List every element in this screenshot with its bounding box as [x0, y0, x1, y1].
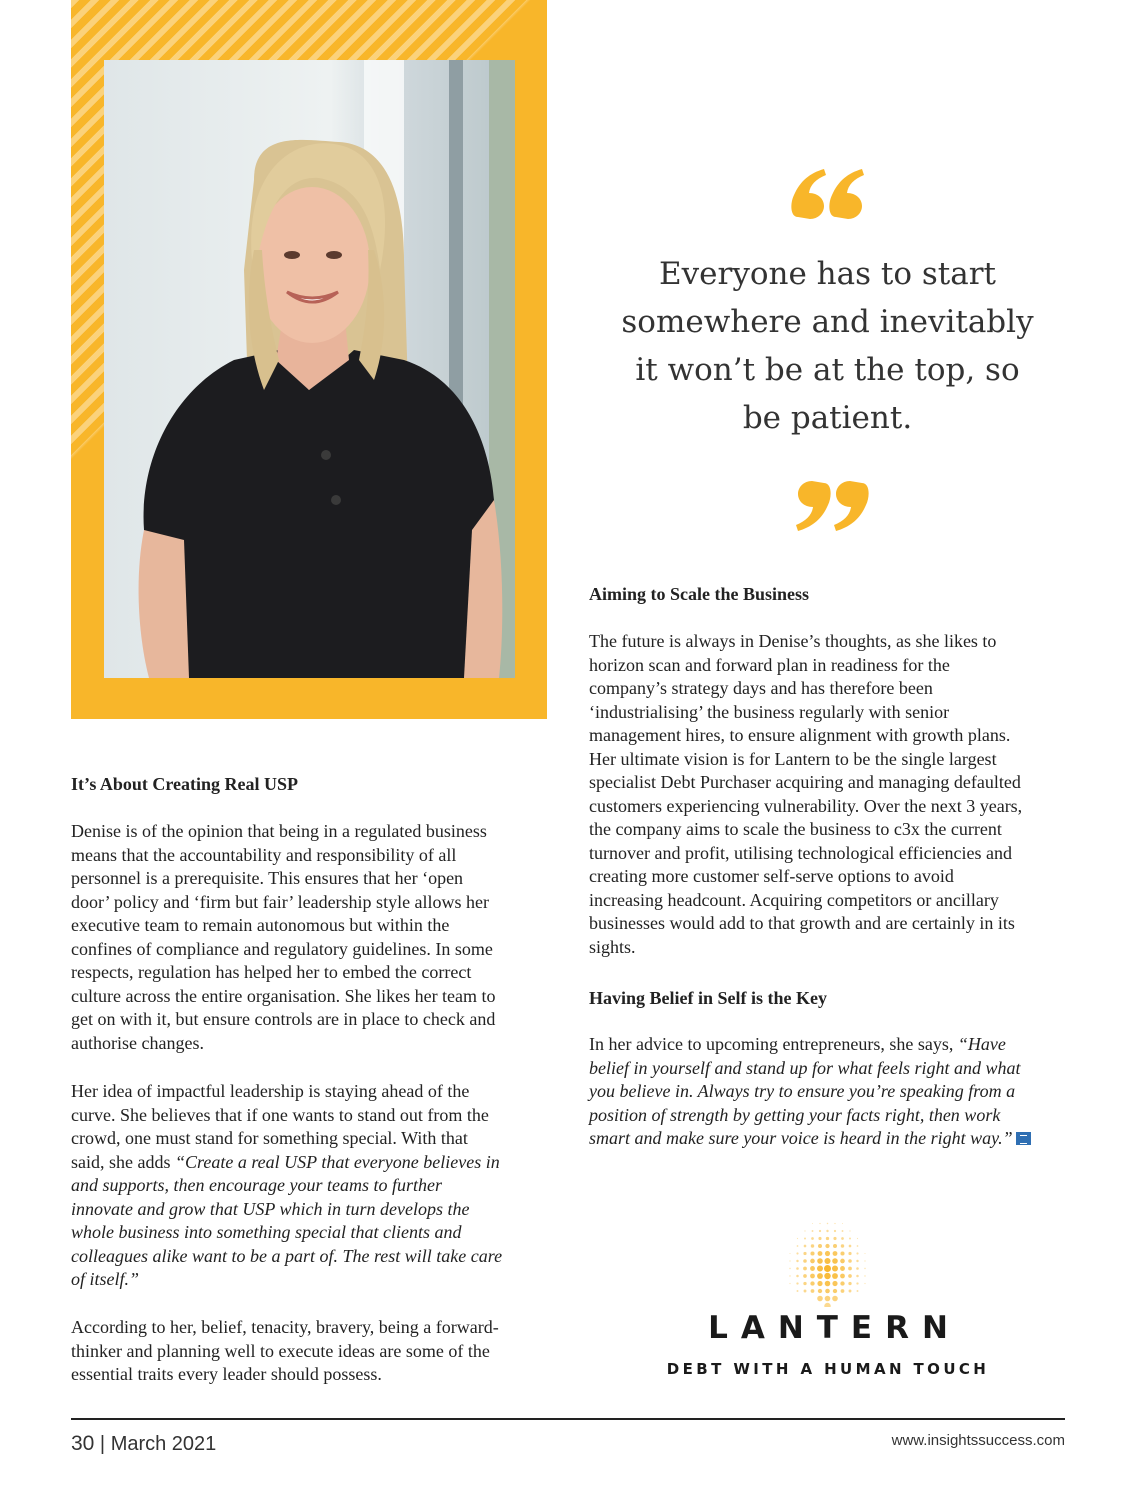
text-line: Her ultimate vision is for Lantern to be the single largest: [589, 748, 997, 769]
logo-dot: [832, 1296, 838, 1302]
belief-quote-line: smart and make sure your voice is heard in the right way.”: [589, 1128, 1013, 1148]
logo-dot: [856, 1282, 858, 1284]
logo-dot: [825, 1251, 830, 1256]
text-line: businesses would add to that growth and are certainly in its: [589, 913, 1015, 933]
pull-quote: [595, 250, 1060, 442]
logo-dot: [797, 1290, 799, 1292]
section-body-usp-3: [71, 1316, 547, 1387]
logo-dot: [797, 1238, 798, 1239]
logo-dot: [789, 1275, 790, 1276]
logo-dot: [833, 1237, 836, 1240]
logo-dot: [856, 1267, 859, 1270]
text-line: [71, 1245, 547, 1269]
logo-dot: [833, 1244, 837, 1248]
logo-dot: [817, 1273, 823, 1279]
text-line: [71, 1221, 547, 1245]
footer-page-info: [71, 1432, 216, 1456]
logo-dot: [864, 1260, 865, 1261]
section-heading-belief: Having Belief in Self is the Key: [589, 988, 827, 1008]
close-quote-icon: [790, 475, 870, 535]
text-line: door’ policy and ‘firm but fair’ leadership style allows her: [71, 891, 490, 912]
logo-dot: [804, 1290, 807, 1293]
logo-dot: [840, 1266, 845, 1271]
text-line: get on with it, but ensure controls are in place to check and: [71, 1009, 496, 1029]
logo-dot: [817, 1281, 822, 1286]
text-line: According to her, belief, tenacity, bravery, being a forward-: [71, 1317, 499, 1337]
logo-dot: [810, 1259, 815, 1264]
logo-dot: [810, 1251, 814, 1255]
logo-dot: [796, 1282, 798, 1284]
pull-quote-line: be patient.: [742, 400, 913, 436]
text-line: ‘industrialising’ the business regularly with senior: [589, 701, 950, 722]
text-line: [589, 1104, 1069, 1128]
logo-dot: [848, 1267, 852, 1271]
logo-dot: [810, 1281, 814, 1285]
logo-dot: [841, 1244, 844, 1247]
logo-dot: [797, 1245, 799, 1247]
logo-dot: [849, 1245, 852, 1248]
logo-dot: [818, 1244, 822, 1248]
section-body-scale: [589, 630, 1069, 959]
logo-dot: [840, 1259, 845, 1264]
belief-quote-line: position of strength by getting your facts right, then work: [589, 1104, 1001, 1125]
logo-dot: [864, 1268, 865, 1269]
footer-divider: [71, 1418, 1065, 1420]
logo-dot: [803, 1259, 807, 1263]
logo-dot: [803, 1267, 807, 1271]
logo-dot: [825, 1289, 830, 1294]
logo-dot: [864, 1283, 865, 1284]
logo-dot: [789, 1253, 790, 1254]
text-line: [71, 1151, 547, 1175]
usp-quote-line: and supports, then encourage your teams to further: [71, 1175, 442, 1195]
text-line: specialist Debt Purchaser acquiring and managing defaulted: [589, 772, 1021, 792]
logo-dot: [789, 1283, 790, 1284]
logo-dot: [818, 1251, 823, 1256]
text-line: [589, 1080, 1069, 1104]
logo-dot: [832, 1281, 837, 1286]
logo-dot: [849, 1230, 850, 1231]
text-line: means that the accountability and responsibility of all: [71, 844, 457, 865]
logo-dot: [789, 1268, 790, 1269]
logo-dot: [803, 1274, 807, 1278]
logo-dot: [818, 1289, 822, 1293]
logo-dot: [804, 1245, 807, 1248]
logo-dot: [803, 1282, 806, 1285]
logo-dot: [848, 1282, 851, 1285]
logo-dot: [824, 1303, 830, 1307]
logo-dot: [857, 1245, 859, 1247]
logo-dot: [824, 1258, 830, 1264]
logo-dot: [825, 1244, 829, 1248]
logo-dot: [812, 1223, 813, 1224]
logo-dot: [826, 1237, 829, 1240]
usp-quote-line: whole business into something special that clients and: [71, 1222, 462, 1242]
logo-dot: [803, 1252, 806, 1255]
logo-dot: [789, 1260, 790, 1261]
logo-dot: [832, 1258, 838, 1264]
logo-dot: [796, 1275, 799, 1278]
text-line: authorise changes.: [71, 1032, 204, 1053]
pull-quote-line: Everyone has to start: [659, 256, 996, 292]
logo-dot: [848, 1274, 852, 1278]
text-line: The future is always in Denise’s thoughts, as she likes to: [589, 631, 997, 651]
logo-dot: [810, 1266, 815, 1271]
text-line: sights.: [589, 936, 636, 957]
usp-quote-line: of itself.”: [71, 1269, 140, 1289]
logo-dot: [848, 1252, 851, 1255]
pull-quote-line: somewhere and inevitably: [621, 304, 1034, 340]
logo-dot: [849, 1238, 851, 1240]
logo-dot: [810, 1274, 815, 1279]
logo-dot: [804, 1230, 805, 1231]
section-heading-scale: Aiming to Scale the Business: [589, 584, 810, 604]
usp-quote-line: “Create a real USP that everyone believes in: [174, 1151, 500, 1172]
logo-dot: [834, 1230, 836, 1232]
text-line: [589, 1033, 1069, 1057]
logo-dot: [811, 1289, 815, 1293]
logo-dot: [864, 1253, 865, 1254]
logo-dot: [848, 1259, 852, 1263]
section-heading-usp: It’s About Creating Real USP: [71, 774, 299, 794]
logo-dot: [825, 1281, 831, 1287]
logo-dot: [818, 1237, 821, 1240]
text-line: the company aims to scale the business to c3x the current: [589, 819, 1002, 839]
logo-dot: [857, 1290, 859, 1292]
logo-dot: [796, 1267, 799, 1270]
text-line: curve. She believes that if one wants to stand out from the: [71, 1104, 489, 1125]
text-line: executive team to remain autonomous but within the: [71, 915, 450, 935]
logo-dot: [819, 1223, 820, 1224]
logo-dot: [856, 1252, 858, 1254]
text-line: crowd, one must stand for something special. With that: [71, 1128, 468, 1148]
logo-dot: [841, 1237, 844, 1240]
logo-dot: [811, 1244, 814, 1247]
lantern-logo-icon: [780, 1195, 876, 1307]
text-line: personnel is a prerequisite. This ensures that her ‘open: [71, 868, 464, 888]
logo-dot: [826, 1230, 828, 1232]
logo-wordmark: LANTERN: [708, 1310, 961, 1346]
text-line: Denise is of the opinion that being in a regulated business: [71, 821, 487, 841]
end-of-article-icon: [1016, 1132, 1031, 1145]
text-line: Her idea of impactful leadership is staying ahead of the: [71, 1081, 470, 1101]
belief-quote-line: “Have: [957, 1034, 1006, 1054]
logo-dot: [840, 1274, 845, 1279]
logo-dot: [817, 1258, 823, 1264]
photo-frame: [71, 0, 547, 719]
logo-dot: [842, 1230, 844, 1232]
logo-dot: [832, 1273, 838, 1279]
logo-dot: [842, 1223, 843, 1224]
logo-dot: [819, 1230, 821, 1232]
logo-dot: [832, 1265, 838, 1271]
logo-dot: [857, 1238, 858, 1239]
text-line: [71, 1198, 547, 1222]
belief-quote-line: you believe in. Always try to ensure you’re speaking from a: [589, 1081, 1016, 1101]
logo-dot: [812, 1230, 814, 1232]
usp-quote-line: innovate and grow that USP which in turn develops the: [71, 1198, 470, 1219]
pull-quote-line: it won’t be at the top, so: [635, 352, 1020, 388]
text-line: [589, 1057, 1069, 1081]
text-line: confines of compliance and regulatory guidelines. In some: [71, 938, 493, 959]
website-url: www.insightssuccess.com: [891, 1432, 1065, 1449]
logo-dot: [824, 1273, 830, 1279]
belief-quote-line: belief in yourself and stand up for what feels right and what: [589, 1057, 1021, 1078]
logo-dot: [824, 1265, 831, 1272]
page-number: 30: [71, 1432, 95, 1455]
logo-dot: [827, 1223, 828, 1224]
logo-dot: [811, 1237, 814, 1240]
text-line: turnover and profit, utilising technological efficiencies and: [589, 842, 1013, 863]
text-line: [71, 1174, 547, 1198]
issue-date: March 2021: [110, 1433, 217, 1455]
logo-dot: [833, 1289, 837, 1293]
text-line: management hires, to ensure alignment with growth plans.: [589, 725, 1011, 745]
text-line: customers experiencing vulnerability. Over the next 3 years,: [589, 795, 1023, 816]
logo-dot: [804, 1238, 806, 1240]
section-body-usp-2: [71, 1080, 547, 1292]
logo-dot: [856, 1260, 858, 1262]
text-line: [71, 1268, 547, 1292]
text-line: thinker and planning well to execute ideas are some of the: [71, 1340, 490, 1361]
open-quote-icon: [790, 165, 870, 225]
logo-dot: [849, 1290, 852, 1293]
logo-dot: [841, 1289, 845, 1293]
logo-dot: [817, 1296, 823, 1302]
logo-dot: [856, 1275, 859, 1278]
logo-dot: [796, 1252, 798, 1254]
text-line: increasing headcount. Acquiring competitors or ancillary: [589, 889, 999, 910]
portrait-photo: [104, 60, 515, 678]
text-line: horizon scan and forward plan in readiness for the: [589, 654, 950, 675]
usp-intro: said, she adds: [71, 1151, 175, 1172]
text-line: essential traits every leader should possess.: [71, 1364, 382, 1384]
logo-dot: [825, 1296, 831, 1302]
logo-dot: [817, 1265, 823, 1271]
section-body-usp-1: [71, 820, 547, 1055]
text-line: creating more customer self-serve options to avoid: [589, 866, 954, 886]
logo-dot: [840, 1251, 844, 1255]
logo-dot: [796, 1260, 798, 1262]
logo-dot: [833, 1251, 838, 1256]
footer-separator: |: [99, 1433, 106, 1455]
text-line: company’s strategy days and has therefore been: [589, 678, 933, 698]
logo-tagline: DEBT WITH A HUMAN TOUCH: [666, 1360, 990, 1378]
section-body-belief: [589, 1033, 1069, 1151]
text-line: respects, regulation has helped her to embed the correct: [71, 962, 472, 982]
logo-dot: [834, 1223, 835, 1224]
usp-quote-line: colleagues alike want to be a part of. The rest will take care: [71, 1245, 503, 1266]
belief-intro: In her advice to upcoming entrepreneurs, she says,: [589, 1034, 958, 1054]
logo-dot: [864, 1275, 865, 1276]
logo-dot: [840, 1281, 844, 1285]
text-line: culture across the entire organisation. She likes her team to: [71, 985, 496, 1006]
text-line: [589, 1127, 1069, 1151]
